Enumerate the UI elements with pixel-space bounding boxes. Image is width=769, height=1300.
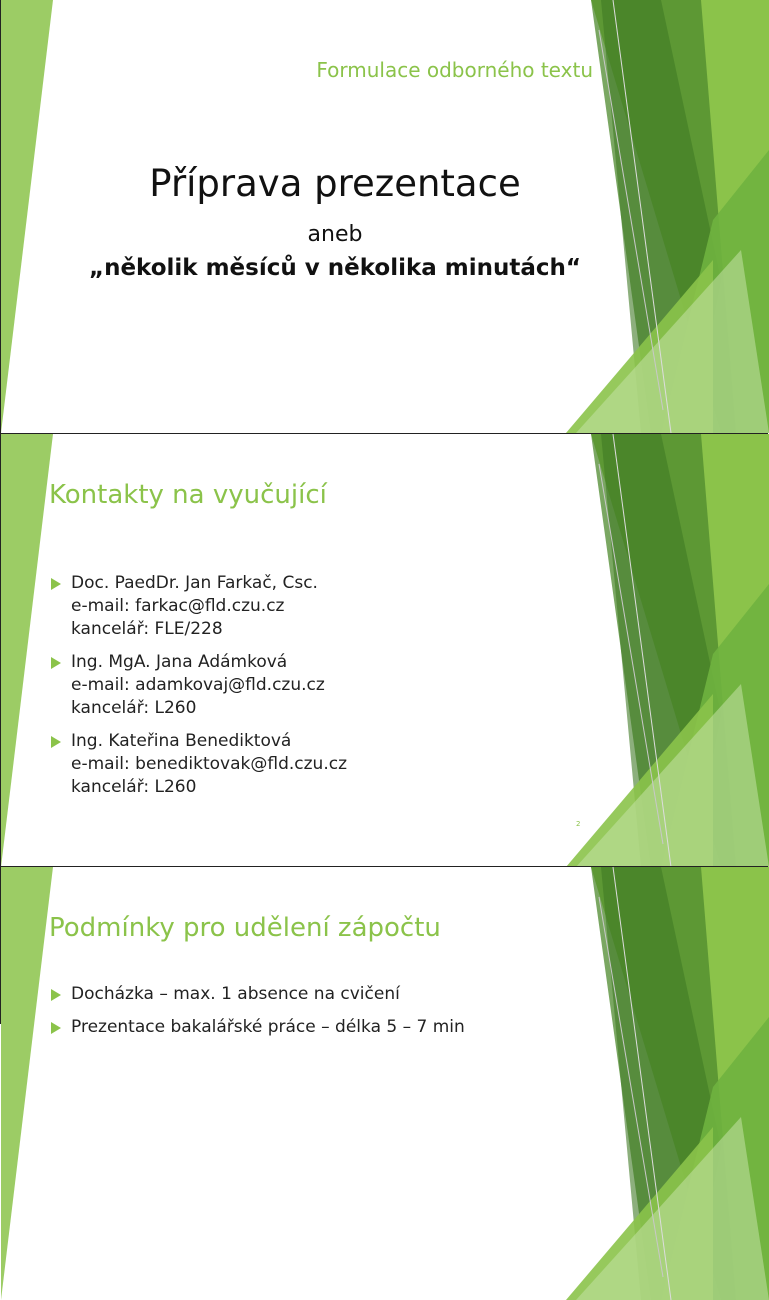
presentation-title: Příprava prezentace xyxy=(149,162,521,205)
contact-item xyxy=(49,651,569,720)
contact-email: e-mail: adamkovaj@fld.czu.cz xyxy=(71,675,325,695)
condition-text: Prezentace bakalářské práce – délka 5 – 7 min xyxy=(71,1017,465,1037)
course-name: Formulace odborného textu xyxy=(316,58,593,82)
contact-email: e-mail: benediktovak@fld.czu.cz xyxy=(71,754,348,774)
slide-credit-conditions xyxy=(0,866,768,1037)
contact-office: kancelář: L260 xyxy=(71,698,197,718)
triangle-bullet-icon xyxy=(51,989,61,1001)
slide-heading: Podmínky pro udělení zápočtu xyxy=(49,913,441,943)
slide-heading: Kontakty na vyučující xyxy=(49,480,327,510)
contact-office: kancelář: FLE/228 xyxy=(71,619,223,639)
slide-contacts xyxy=(0,433,768,866)
subtitle-connector: aneb xyxy=(307,222,363,247)
contact-email: e-mail: farkac@fld.czu.cz xyxy=(71,596,285,616)
list-item xyxy=(49,1016,569,1039)
slide-title xyxy=(0,0,768,433)
contact-office: kancelář: L260 xyxy=(71,777,197,797)
triangle-bullet-icon xyxy=(51,1022,61,1034)
condition-list xyxy=(49,983,569,1049)
contact-item xyxy=(49,572,569,641)
condition-text: Docházka – max. 1 absence na cvičení xyxy=(71,984,400,1004)
triangle-bullet-icon xyxy=(51,736,61,748)
contact-name: Doc. PaedDr. Jan Farkač, Csc. xyxy=(71,573,318,593)
subtitle: „několik měsíců v několika minutách“ xyxy=(88,255,582,281)
page-number: 2 xyxy=(576,820,581,828)
contact-item xyxy=(49,730,569,799)
triangle-bullet-icon xyxy=(51,657,61,669)
contact-list xyxy=(49,572,569,809)
triangle-bullet-icon xyxy=(51,578,61,590)
contact-name: Ing. Kateřina Benediktová xyxy=(71,731,292,751)
list-item xyxy=(49,983,569,1006)
contact-name: Ing. MgA. Jana Adámková xyxy=(71,652,288,672)
